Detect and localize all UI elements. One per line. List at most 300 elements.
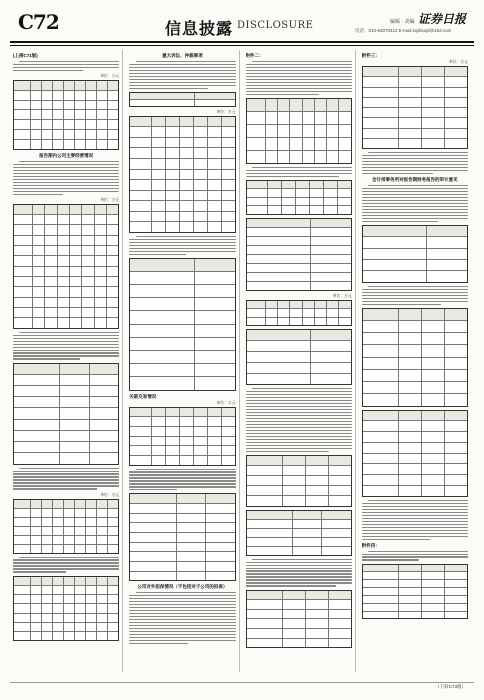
table-cell [193,127,207,137]
text-line [362,188,468,189]
table-cell [44,246,56,255]
table-cell [14,632,30,640]
table-cell [363,411,398,421]
table-cell [277,318,289,325]
text-line [362,530,468,531]
table-cell [106,267,118,276]
table-cell [41,586,52,594]
table-cell [302,99,314,111]
table-row [14,603,118,612]
table-cell [302,151,314,163]
table-cell [96,577,107,585]
table-cell [444,580,467,587]
table-cell [295,198,309,206]
table-row [363,603,467,611]
table-cell [74,623,85,631]
table-cell [63,140,74,149]
text-line [129,79,235,80]
table-cell [247,547,292,555]
table-cell [321,511,350,519]
table-cell [444,88,467,97]
text-line [13,352,119,353]
table-cell [85,500,96,508]
text-line [19,468,119,469]
table-cell [247,282,311,290]
table-cell [398,108,421,117]
table-cell [281,198,295,206]
table-row [247,495,351,505]
table-cell [106,205,118,214]
table-cell [85,577,96,585]
table-row [363,595,467,603]
table-cell [179,212,193,222]
table-cell [81,287,93,296]
table-row [247,197,351,206]
table-cell [130,514,175,523]
table-cell [107,632,118,640]
table-cell [63,545,74,553]
table-row [14,224,118,234]
table-cell [74,140,85,149]
table-cell [107,604,118,612]
table-cell [247,629,282,638]
table-cell [130,93,194,99]
body-text [129,236,235,255]
table-cell [207,446,221,455]
table-cell [106,236,118,245]
table-cell [302,125,314,137]
table-cell [107,101,118,110]
table-cell [94,205,106,214]
table-row [363,117,467,127]
table-row [363,579,467,587]
table-cell [247,352,311,362]
table-row [247,219,351,227]
table-cell [337,189,351,197]
table-row [363,259,467,270]
text-line [129,483,235,484]
table-cell [107,577,118,585]
table-row [130,169,234,180]
table-cell [106,256,118,265]
table-row [247,609,351,619]
table-row [14,205,118,214]
table-cell [305,639,328,648]
table-cell [363,77,398,86]
text-line [19,332,119,333]
table-cell [444,612,467,619]
table-row [14,109,118,119]
table-row [363,369,467,381]
table-cell [14,420,59,430]
table-cell [151,446,165,455]
table-cell [151,159,165,169]
table-cell [302,138,314,150]
table-cell [221,417,235,426]
table-cell [221,456,235,465]
table-cell [444,454,467,464]
table-cell [63,509,74,517]
text-line [362,527,468,528]
text-line [362,164,468,165]
table-cell [444,421,467,431]
table-cell [74,604,85,612]
table-row [363,236,467,247]
table-cell [14,527,30,535]
unit-label: 单位：万元 [100,492,120,497]
text-line [362,218,468,219]
text-line [129,471,235,472]
data-table [362,410,468,497]
table-cell [421,118,444,127]
body-text [129,469,235,491]
table-cell [265,99,277,111]
table-cell [247,151,265,163]
table-cell [247,639,282,648]
table-cell [14,536,30,544]
table-row [130,99,234,106]
table-row [14,419,118,430]
table-cell [247,496,282,505]
table-cell [247,237,311,245]
table-cell [444,333,467,344]
table-cell [96,518,107,526]
table-cell [193,180,207,190]
table-cell [310,341,351,351]
text-line [13,355,119,356]
table-cell [63,81,74,90]
table-cell [194,311,235,323]
table-cell [30,500,41,508]
table-cell [176,494,205,503]
text-line [246,391,352,392]
table-cell [44,277,56,286]
table-cell [96,614,107,622]
table-cell [151,427,165,436]
table-cell [305,466,328,475]
table-cell [81,308,93,317]
table-cell [295,181,309,189]
table-row [14,396,118,407]
table-cell [176,572,205,581]
table-cell [193,408,207,417]
table-cell [179,446,193,455]
table-cell [289,112,301,124]
table-row [14,631,118,640]
table-cell [74,101,85,110]
table-cell [221,427,235,436]
table-cell [292,511,321,519]
table-cell [151,408,165,417]
table-cell [63,632,74,640]
table-row [363,411,467,421]
table-cell [221,159,235,169]
table-cell [52,509,63,517]
section-heading: 附件三： [361,53,380,58]
table-row [130,221,234,232]
table-cell [52,577,63,585]
table-cell [94,215,106,224]
table-cell [69,225,81,234]
table-cell [30,595,41,603]
text-line [246,94,319,95]
table-row [247,475,351,485]
table-cell [151,148,165,158]
table-cell [444,358,467,369]
section-heading: 报告期内公司主要经营情况 [39,152,94,158]
text-line [246,585,336,586]
table-cell [338,309,350,316]
text-line [13,473,119,474]
table-cell [130,494,175,503]
table-cell [44,225,56,234]
table-cell [363,129,398,138]
table-cell [63,595,74,603]
table-cell [52,110,63,119]
table-cell [398,612,421,619]
table-cell [165,212,179,222]
table-cell [193,170,207,180]
table-cell [81,205,93,214]
table-cell [328,629,351,638]
table-cell [363,475,398,485]
table-row [363,270,467,281]
table-cell [310,264,351,272]
table-cell [282,629,305,638]
table-cell [421,580,444,587]
text-line [19,61,119,62]
table-cell [96,110,107,119]
table-row [247,485,351,495]
table-cell [193,456,207,465]
unit-label: 单位：万元 [100,73,120,78]
table-cell [247,374,311,384]
table-cell [74,595,85,603]
table-cell [277,138,289,150]
table-cell [421,572,444,579]
text-line [13,185,119,186]
table-cell [165,222,179,232]
table-cell [41,545,52,553]
table-cell [41,110,52,119]
table-cell [289,138,301,150]
text-line [362,506,468,507]
table-cell [207,212,221,222]
table-cell [74,536,85,544]
table-cell [106,277,118,286]
table-cell [363,588,398,595]
table-cell [444,98,467,107]
table-row [247,599,351,609]
table-cell [165,180,179,190]
table-cell [74,130,85,139]
table-cell [85,130,96,139]
table-cell [282,639,305,648]
table-cell [247,538,292,546]
table-row [14,81,118,90]
table-cell [41,91,52,100]
table-cell [426,249,467,259]
editor-credit: 编辑 · 美编 [390,19,415,25]
article-column [129,50,239,672]
table-cell [130,504,175,513]
text-line [368,286,468,287]
table-cell [85,536,96,544]
table-cell [265,309,277,316]
table-row [14,245,118,255]
table-cell [277,301,289,308]
table-cell [63,518,74,526]
table-cell [179,222,193,232]
table-row [363,344,467,356]
text-line [129,245,235,246]
table-row [14,374,118,385]
table-cell [14,256,32,265]
table-cell [63,500,74,508]
table-cell [282,591,305,600]
table-cell [85,527,96,535]
table-cell [176,514,205,523]
table-row [247,330,351,340]
text-line [246,403,352,404]
text-line [362,289,468,290]
table-cell [130,159,151,169]
table-cell [282,610,305,619]
data-table [13,576,119,642]
table-cell [193,201,207,211]
table-cell [247,318,265,325]
table-cell [89,375,118,385]
table-cell [421,98,444,107]
table-cell [398,443,421,453]
table-cell [130,212,151,222]
table-cell [444,345,467,356]
table-cell [89,420,118,430]
table-cell [302,318,314,325]
text-line [246,394,352,395]
table-cell [130,298,194,310]
table-cell [44,318,56,327]
table-cell [130,272,194,284]
table-cell [69,298,81,307]
table-cell [32,267,44,276]
continuation-note: （下转C73版） [435,684,466,689]
table-cell [289,301,301,308]
body-text [362,286,468,305]
table-cell [363,67,398,76]
table-cell [328,476,351,485]
table-cell [193,191,207,201]
table-cell [176,543,205,552]
table-cell [107,545,118,553]
table-cell [310,374,351,384]
table-cell [44,287,56,296]
table-cell [52,527,63,535]
table-cell [52,536,63,544]
table-cell [398,98,421,107]
table-cell [63,586,74,594]
table-cell [30,614,41,622]
table-cell [194,259,235,271]
table-cell [57,246,69,255]
table-row [247,308,351,316]
table-cell [314,125,326,137]
table-row [247,528,351,537]
table-cell [30,632,41,640]
table-cell [165,138,179,148]
table-cell [421,88,444,97]
text-line [129,76,235,77]
text-line [129,643,187,644]
table-row [14,407,118,418]
text-line [362,556,468,557]
table-row [247,511,351,519]
table-cell [85,140,96,149]
text-line [362,304,442,305]
table-cell [267,198,281,206]
table-cell [151,212,165,222]
table-cell [421,358,444,369]
text-line [362,200,468,201]
table-cell [30,586,41,594]
table-cell [130,446,151,455]
masthead-logo: 证券日报 [417,12,466,26]
text-line [129,248,235,249]
table-row [130,455,234,465]
table-row [247,254,351,263]
table-row [130,532,234,542]
table-row [14,441,118,452]
table-row [130,416,234,426]
table-cell [326,112,338,124]
table-cell [302,309,314,316]
text-line [362,161,468,162]
table-cell [193,148,207,158]
table-cell [292,538,321,546]
text-line [362,554,468,555]
table-cell [247,476,282,485]
text-line [13,191,119,192]
table-cell [130,100,194,106]
table-cell [52,140,63,149]
table-cell [265,151,277,163]
table-cell [85,586,96,594]
table-cell [176,523,205,532]
table-cell [426,237,467,247]
table-cell [221,191,235,201]
table-cell [94,318,106,327]
table-cell [63,536,74,544]
table-row [14,577,118,585]
table-cell [81,277,93,286]
table-cell [193,427,207,436]
text-line [129,474,235,475]
table-row [363,67,467,76]
table-cell [221,212,235,222]
table-cell [14,91,30,100]
table-cell [221,201,235,211]
text-line [129,489,177,490]
text-line [246,412,352,413]
table-row [363,107,467,117]
table-cell [32,277,44,286]
text-line [13,188,119,189]
table-cell [41,536,52,544]
text-line [362,521,468,522]
body-text [362,185,468,222]
table-cell [63,91,74,100]
table-cell [107,81,118,90]
